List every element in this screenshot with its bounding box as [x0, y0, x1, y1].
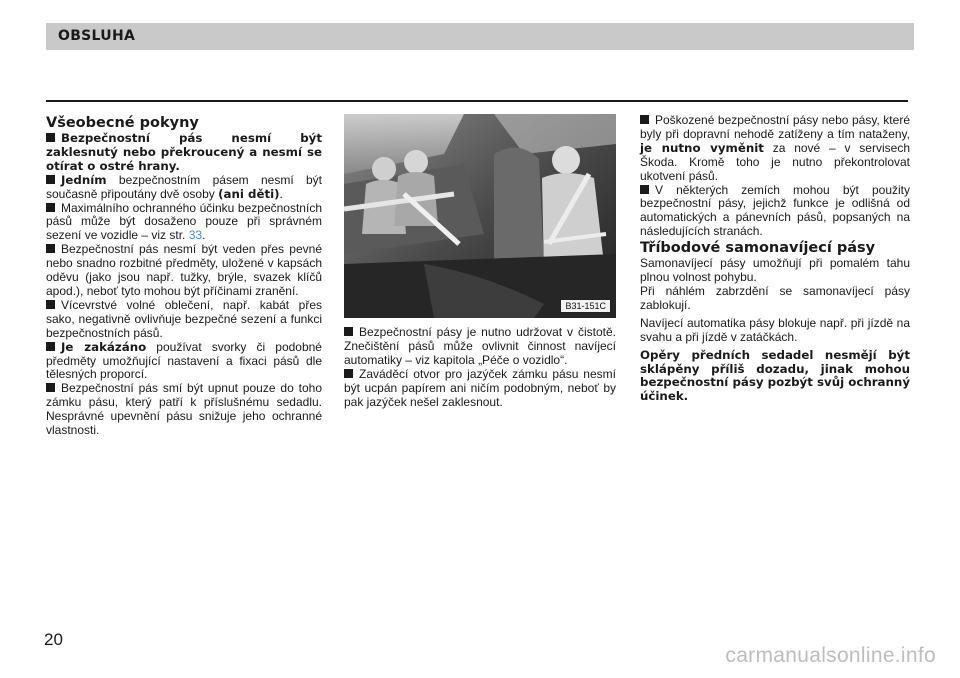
horizontal-rule: [46, 100, 908, 102]
paragraph-1: Bezpečnostní pás nesmí být zaklesnutý nebo překroucený a nesmí se otírat o ostré hrany.: [46, 131, 322, 173]
column-general-instructions: [46, 114, 322, 438]
column-three-point-belts: [640, 114, 910, 404]
bullet-square-icon: [46, 244, 55, 253]
bullet-square-icon: [46, 342, 55, 351]
paragraph-4: Bezpečnostní pás nesmí být veden přes pevné nebo snadno rozbitné předměty, uložené v kapsách oděvu (jako jsou např. tužky, brýle, svazek klíčů apod.), neboť tyto mohou být příčinami zranění.: [46, 242, 322, 298]
section-header-bar: [46, 23, 914, 50]
paragraph-2: V některých zemích mohou být použity bezpečnostní pásy, jejichž funkce je odlišná od automatických a pánevních pásů, popsaných na následujících stranách.: [640, 182, 910, 239]
paragraph-5: Vícevrstvé volné oblečení, např. kabát přes sako, negativně ovlivňuje bezpečné sezení a funkci bezpečnostních pásů.: [46, 297, 322, 340]
bullet-square-icon: [640, 185, 649, 194]
bullet-square-icon: [46, 300, 55, 309]
paragraph-1: Poškozené bezpečnostní pásy nebo pásy, které byly při dopravní nehodě zatíženy a tím nataženy, je nutno vyměnit za nové – v servisech Škoda. Kromě toho je nutno překontrolovat ukotvení pásů.: [640, 113, 910, 183]
heading-three-point-belts: Tříbodové samonavíjecí pásy: [640, 240, 876, 257]
bullet-square-icon: [46, 133, 55, 142]
paragraph-4: Při náhlém zabrzdění se samonavíjecí pásy zablokují.: [640, 283, 910, 312]
paragraph-2: Jedním bezpečnostním pásem nesmí být současně připoutány dvě osoby (ani děti).: [46, 172, 322, 201]
bullet-square-icon: [344, 369, 353, 378]
heading-general-instructions: Všeobecné pokyny: [46, 115, 199, 131]
bullet-square-icon: [46, 175, 55, 184]
page-reference-link[interactable]: 33: [188, 228, 203, 243]
paragraph-7: Bezpečnostní pás smí být upnut pouze do toho zámku pásu, který patří k příslušnému sedadlu. Nesprávné upevnění pásu snižuje jeho ochranné vlastnosti.: [46, 381, 322, 438]
paragraph-3: Samonavíjecí pásy umožňují při pomalém tahu plnou volnost pohybu.: [640, 256, 910, 285]
paragraph-1: Bezpečnostní pásy je nutno udržovat v čistotě. Znečištění pásů může ovlivnit činnost navíjecí automatiky – viz kapitola „Péče o vozidlo“.: [344, 325, 616, 367]
bullet-square-icon: [46, 203, 55, 212]
bullet-square-icon: [344, 327, 353, 336]
car-interior-illustration: [344, 114, 616, 318]
paragraph-3: Maximálního ochranného účinku bezpečnostních pásů může být dosaženo pouze při správném sezení ve vozidle – viz str. 33.: [46, 200, 322, 243]
figure-label: B31-151C: [560, 299, 611, 313]
paragraph-6: Je zakázáno používat svorky či podobné předměty umožňující nastavení a fixaci pásů dle tělesných proporcí.: [46, 339, 322, 382]
paragraph-5: Navíjecí automatika pásy blokuje např. při jízdě na svahu a při jízdě v zatáčkách.: [640, 315, 910, 344]
seatbelt-photo: [344, 114, 616, 318]
bullet-square-icon: [640, 115, 649, 124]
paragraph-6-warning: Opěry předních sedadel nesmějí být sklápěny příliš dozadu, jinak mohou bezpečnostní pásy pozbýt svůj ochranný účinek.: [640, 347, 911, 404]
section-title: OBSLUHA: [58, 28, 136, 44]
paragraph-2: Zaváděcí otvor pro jazýček zámku pásu nesmí být ucpán papírem ani ničím podobným, neboť by pak jazýček nešel zaklesnout.: [344, 366, 616, 409]
page-number: 20: [44, 630, 63, 649]
bullet-square-icon: [46, 383, 55, 392]
column-maintenance: [344, 326, 616, 409]
watermark: carmanualsonline.info: [725, 644, 936, 667]
